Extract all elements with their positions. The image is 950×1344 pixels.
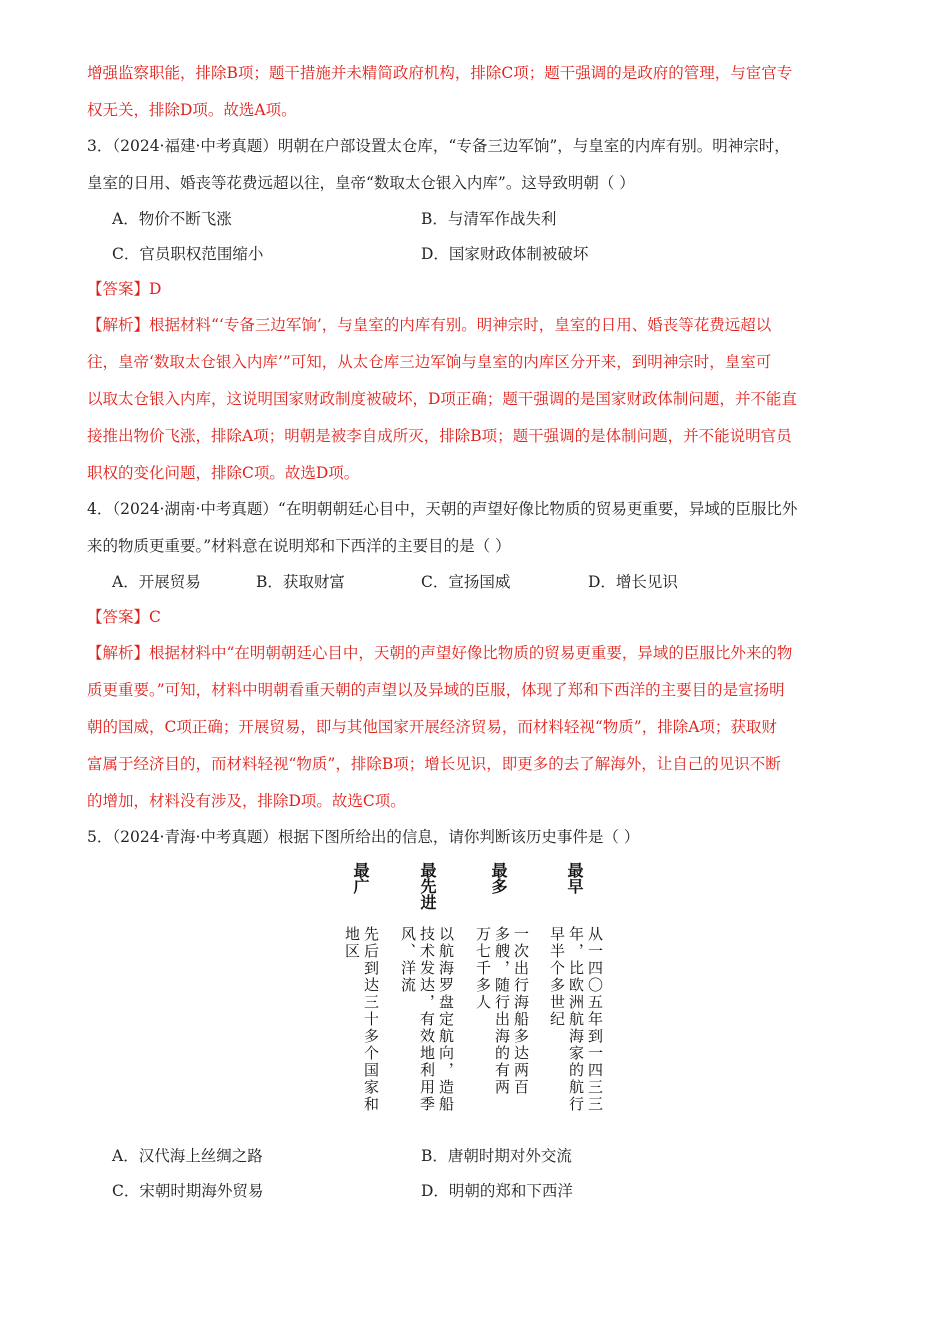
figure-column-10: 年，比欧洲航海家的航行 bbox=[567, 926, 585, 1113]
question-4-stem-line-1: 4．（2024·湖南·中考真题）“在明朝朝廷心目中，天朝的声望好像比物质的贸易更重要，异域的臣服比外 bbox=[87, 500, 798, 518]
question-4-analysis-line-2: 质更重要。”可知，材料中明朝看重天朝的声望以及异域的臣服，体现了郑和下西洋的主要目的是宣扬明 bbox=[87, 681, 785, 699]
question-3-option-d: D．国家财政体制被破坏 bbox=[421, 245, 589, 263]
figure-column-2: 先后到达三十多个国家和 bbox=[362, 926, 380, 1113]
question-4-analysis-line-5: 的增加，材料没有涉及，排除D项。故选C项。 bbox=[87, 792, 406, 810]
figure-column-7: 多艘，随行出海的有两 bbox=[493, 926, 511, 1096]
question-3-analysis-line-2: 往，皇帝‘数取太仓银入内库’”可知，从太仓库三边军饷与皇室的内库区分开来，到明神宗时，皇室可 bbox=[87, 353, 772, 371]
figure-column-6: 万七千多人 bbox=[474, 926, 492, 1011]
question-5-option-b: B．唐朝时期对外交流 bbox=[421, 1147, 572, 1165]
question-4-option-d: D．增长见识 bbox=[588, 573, 678, 591]
figure-header-widest: 最广 bbox=[351, 862, 370, 894]
question-4-stem-line-2: 来的物质更重要。”材料意在说明郑和下西洋的主要目的是（ ） bbox=[87, 537, 511, 555]
question-4-analysis-line-1: 【解析】根据材料中“在明朝朝廷心目中，天朝的声望好像比物质的贸易更重要，异域的臣服比外来的物 bbox=[87, 644, 793, 662]
figure-column-3: 风、洋流 bbox=[399, 926, 417, 994]
figure-column-11: 从一四〇五年到一四三三 bbox=[586, 926, 604, 1113]
question-4-option-a: A．开展贸易 bbox=[112, 573, 201, 591]
figure-header-most: 最多 bbox=[489, 862, 508, 894]
figure-column-5: 以航海罗盘定航向，造船 bbox=[437, 926, 455, 1113]
question-3-option-b: B．与清军作战失利 bbox=[421, 210, 557, 228]
figure-column-8: 一次出行海船多达两百 bbox=[512, 926, 530, 1096]
question-4-answer: 【答案】C bbox=[87, 608, 161, 626]
question-5-option-c: C．宋朝时期海外贸易 bbox=[112, 1182, 264, 1200]
question-3-analysis-line-3: 以取太仓银入内库，这说明国家财政制度被破坏，D项正确；题干强调的是国家财政体制问题，并不能直 bbox=[87, 390, 797, 408]
question-5-option-a: A．汉代海上丝绸之路 bbox=[112, 1147, 263, 1165]
figure-header-most-advanced: 最先进 bbox=[418, 862, 437, 910]
question-4-option-b: B．获取财富 bbox=[256, 573, 345, 591]
question-5-stem: 5．（2024·青海·中考真题）根据下图所给出的信息，请你判断该历史事件是（ ） bbox=[87, 828, 640, 846]
figure-column-4: 技术发达，有效地利用季 bbox=[418, 926, 436, 1113]
question-5-option-d: D．明朝的郑和下西洋 bbox=[421, 1182, 573, 1200]
question-4-analysis-line-4: 富属于经济目的，而材料轻视“物质”，排除B项；增长见识，即更多的去了解海外，让自己的见识不断 bbox=[87, 755, 781, 773]
question-3-option-a: A．物价不断飞涨 bbox=[112, 210, 232, 228]
question-3-answer: 【答案】D bbox=[87, 280, 162, 298]
figure-column-1: 地区 bbox=[343, 926, 361, 960]
question-3-option-c: C．官员职权范围缩小 bbox=[112, 245, 264, 263]
question-4-analysis-line-3: 朝的国威，C项正确；开展贸易，即与其他国家开展经济贸易，而材料轻视“物质”，排除A项；获取财 bbox=[87, 718, 777, 736]
question-3-analysis-line-5: 职权的变化问题，排除C项。故选D项。 bbox=[87, 464, 360, 482]
question-4-option-c: C．宣扬国威 bbox=[421, 573, 511, 591]
analysis-continuation-line-1: 增强监察职能，排除B项；题干措施并未精简政府机构，排除C项；题干强调的是政府的管理，与宦官专 bbox=[87, 64, 793, 82]
figure-header-earliest: 最早 bbox=[565, 862, 584, 894]
figure-column-9: 早半个多世纪 bbox=[548, 926, 566, 1028]
analysis-continuation-line-2: 权无关，排除D项。故选A项。 bbox=[87, 101, 297, 119]
question-3-analysis-line-4: 接推出物价飞涨，排除A项；明朝是被李自成所灭，排除B项；题干强调的是体制问题，并不能说明官员 bbox=[87, 427, 792, 445]
question-3-stem-line-1: 3．（2024·福建·中考真题）明朝在户部设置太仓库，“专备三边军饷”，与皇室的内库有别。明神宗时， bbox=[87, 137, 790, 155]
question-3-analysis-line-1: 【解析】根据材料“‘专备三边军饷’，与皇室的内库有别。明神宗时，皇室的日用、婚丧等花费远超以 bbox=[87, 316, 772, 334]
question-3-stem-line-2: 皇室的日用、婚丧等花费远超以往，皇帝“数取太仓银入内库”。这导致明朝（ ） bbox=[87, 174, 635, 192]
